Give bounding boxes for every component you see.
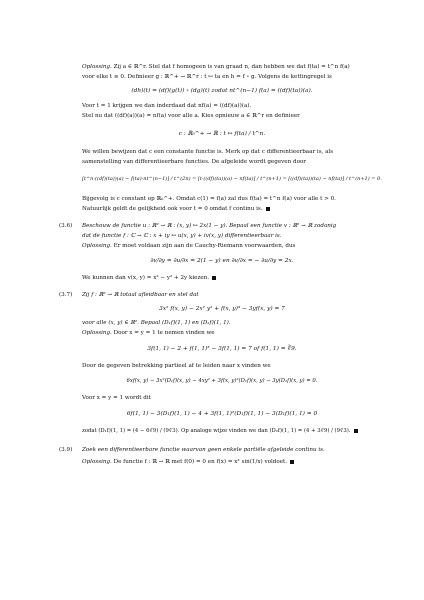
text-line bbox=[82, 243, 362, 250]
problem-statement: Zij f : ℝ² → ℝ totaal afleidbaar en stel dat bbox=[82, 292, 199, 298]
line-text: Er moet voldaan zijn aan de Cauchy-Riemann voorwaarden, dus bbox=[111, 243, 296, 249]
line-text: Door x = y = 1 te nemen vinden we bbox=[111, 330, 215, 336]
equation: 6f(1, 1) − 3(D₁f)(1, 1) − 4 + 3f(1, 1)²(D₁f)(1, 1) − 3(D₁f)(1, 1) = 0 bbox=[126, 411, 318, 417]
line-text: zodat (D₁f)(1, 1) = (4 − 6∛9) / (9∛3). Op analoge wijze vinden we dan (D₂f)(1, 1) = (4 + 3∛9) / (9∛3). bbox=[82, 428, 351, 434]
text-line: Voor t = 1 krijgen we dan inderdaad dat nf(a) = ((df)(a))(a). bbox=[82, 103, 252, 109]
problem-statement: Zoek een differentieerbare functie waarvan geen enkele partiële afgeleide continu is. bbox=[82, 447, 325, 453]
text-line: Door de gegeven betrekking partieel af te leiden naar x vinden we bbox=[82, 363, 271, 369]
text-line bbox=[82, 428, 362, 435]
text-line bbox=[82, 330, 362, 337]
equation: 3x² f(x, y) − 2x² y² + f(x, y)³ − 3yf(x, y) = 7 bbox=[159, 306, 285, 312]
problem-statement: Beschouw de functie u : ℝ² → ℝ : (x, y) ↦ 2x(1 − y). Bepaal een functie v : ℝ² → ℝ zodanig bbox=[82, 223, 337, 229]
equation: [t^n·((df)(ta))(a) − f(ta)·nt^(n−1)] / t^(2n) = [t·((df)(ta))(a) − nf(ta)] / t^(n+1) = [((df)(ta))(ta) − nf(ta)] / t^(n+1) = 0. bbox=[82, 176, 382, 182]
text-line: Bijgevolg is c constant op ℝ₀^+. Omdat c(1) = f(a) zal dus f(ta) = t^n f(a) voor alle t > 0. bbox=[82, 196, 336, 202]
line-text: Zij a ∈ ℝ^r. Stel dat f homogeen is van graad n, dan hebben we dat f(ta) = t^n f(a) bbox=[111, 64, 350, 70]
line-text: De functie f : ℝ → ℝ met f(0) = 0 en f(x) = x² sin(1/x) voldoet. bbox=[111, 459, 288, 465]
problem-statement: voor alle (x, y) ∈ ℝ². Bepaal (D₁f)(1, 1) en (D₂f)(1, 1). bbox=[82, 320, 231, 326]
equation: (dh)(t) = (df)(g(t)) ∘ (dg)(t) zodat nt^(n−1) f(a) = ((df)(ta))(a). bbox=[131, 88, 313, 94]
line-text: Natuurlijk geldt de gelijkheid ook voor t = 0 omdat f continu is. bbox=[82, 206, 263, 212]
text-line: samenstelling van differentieerbare functies. De afgeleide wordt gegeven door bbox=[82, 159, 306, 165]
problem-statement: dat de functie f : ℂ → ℂ : x + iy ↦ u(x, y) + iv(x, y) differentieerbaar is. bbox=[82, 233, 282, 239]
equation: 3f(1, 1) − 2 + f(1, 1)³ − 3f(1, 1) = 7 of f(1, 1) = ∛9. bbox=[147, 346, 297, 352]
qed-square-icon bbox=[290, 460, 294, 464]
text-line bbox=[82, 206, 362, 213]
text-line: Voor x = y = 1 wordt dit bbox=[82, 395, 151, 401]
equation: c : ℝ₀^+ → ℝ : t ↦ f(ta) / t^n. bbox=[178, 131, 266, 137]
solution-label: Oplossing. bbox=[82, 243, 112, 249]
qed-square-icon bbox=[354, 429, 358, 433]
text-line bbox=[82, 459, 362, 466]
qed-square-icon bbox=[212, 276, 216, 280]
problem-number: (3.7) bbox=[59, 292, 73, 298]
qed-square-icon bbox=[266, 207, 270, 211]
text-line bbox=[82, 275, 362, 282]
solution-label: Oplossing. bbox=[82, 459, 112, 465]
equation: 6xf(x, y) − 3x²(D₁f)(x, y) − 4xy² + 3f(x, y)²(D₁f)(x, y) − 3y(D₁f)(x, y) = 0. bbox=[126, 378, 318, 384]
text-line: We willen bewijzen dat c een constante functie is. Merk op dat c differentieerbaar is, als bbox=[82, 149, 334, 155]
text-line: Stel nu dat ((df)(a))(a) = nf(a) voor alle a. Kies opnieuw a ∈ ℝ^r en definieer bbox=[82, 113, 300, 119]
problem-number: (3.6) bbox=[59, 223, 73, 229]
text-line bbox=[82, 64, 362, 71]
line-text: We kunnen dan v(x, y) = x² − y² + 2y kiezen. bbox=[82, 275, 210, 281]
solution-label: Oplossing. bbox=[82, 330, 112, 336]
solution-label: Oplossing. bbox=[82, 64, 112, 70]
equation: ∂v/∂y = ∂u/∂x = 2(1 − y) en ∂v/∂x = − ∂u/∂y = 2x. bbox=[150, 258, 294, 264]
problem-number: (3.9) bbox=[59, 447, 73, 453]
text-line: voor elke t ≥ 0. Definieer g : ℝ^+ → ℝ^r : t ↦ ta en h = f ∘ g. Volgens de kettingregel is bbox=[82, 74, 332, 80]
